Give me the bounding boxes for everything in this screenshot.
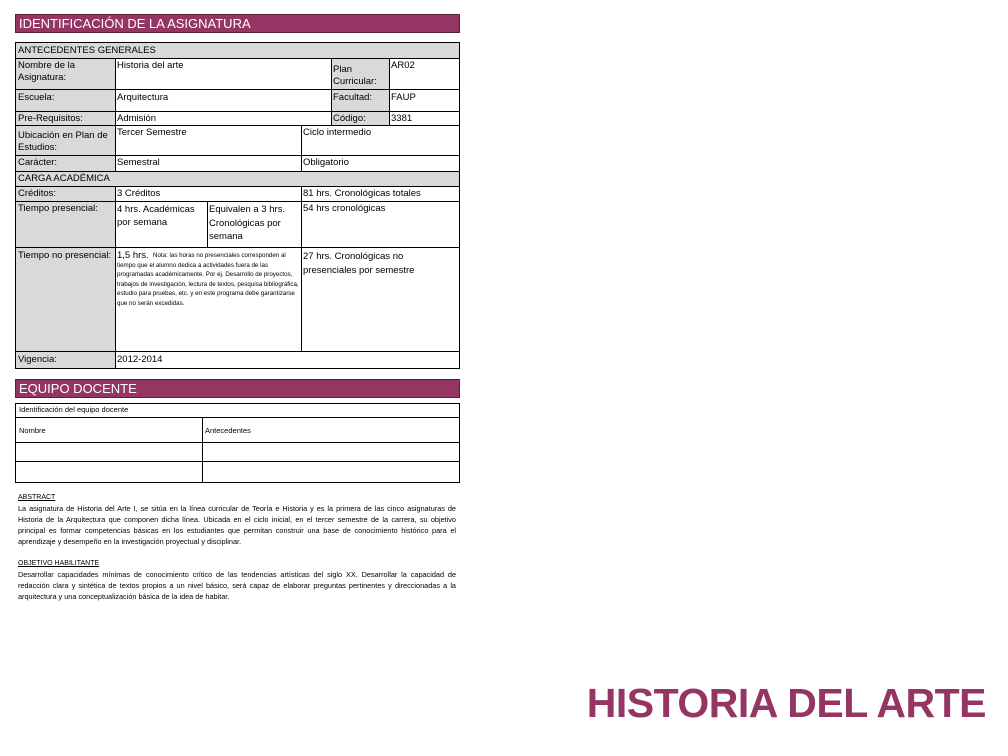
col-antecedentes: Antecedentes: [205, 426, 251, 435]
nombre-label: Nombre de la Asignatura:: [18, 60, 76, 83]
vigencia-label: Vigencia:: [18, 354, 57, 365]
ubicacion-label: Ubicación en Plan de Estudios:: [18, 130, 108, 153]
carga-header: CARGA ACADÉMICA: [18, 173, 110, 184]
objetivo-title: OBJETIVO HABILITANTE: [18, 560, 100, 567]
no-presencial-total: 27 hrs. Cronológicas no presenciales por semestre: [303, 251, 415, 276]
presencial-value: 4 hrs. Académicas por semana: [117, 204, 195, 228]
prereq-value: Admisión: [117, 113, 157, 124]
equivalen-value: Equivalen a 3 hrs. Cronológicas por semana: [209, 204, 286, 242]
ciclo-value: Ciclo intermedio: [303, 127, 372, 138]
facultad-label: Facultad:: [333, 92, 373, 103]
big-title: HISTORIA DEL ARTE: [586, 680, 986, 726]
objetivo-text: Desarrollar capacidades mínimas de conocimiento crítico de las tendencias artísticas del siglo XX. Desarrollar la capacidad de redacción clara y sintética de textos propios a un nivel básico, será capaz de elaborar preguntas pertinentes y direccionadas a la arquitectura y una conceptualización básica de la idea de habitar.: [18, 570, 456, 601]
equipo-table: [15, 403, 460, 483]
abstract-title: ABSTRACT: [18, 494, 56, 501]
ubicacion-value: Tercer Semestre: [117, 127, 187, 138]
no-presencial-label: Tiempo no presencial:: [18, 250, 112, 261]
presencial-label: Tiempo presencial:: [18, 203, 98, 214]
caracter-value: Semestral: [117, 157, 160, 168]
creditos-value: 3 Créditos: [117, 188, 161, 199]
facultad-value: FAUP: [391, 92, 416, 103]
escuela-value: Arquitectura: [117, 92, 169, 103]
section-identificacion: IDENTIFICACIÓN DE LA ASIGNATURA: [15, 14, 460, 33]
plan-label: Plan Curricular:: [333, 64, 377, 87]
plan-value: AR02: [391, 60, 415, 71]
prereq-label: Pre-Requisitos:: [18, 113, 83, 124]
antecedentes-header: ANTECEDENTES GENERALES: [18, 45, 156, 56]
totales-value: 81 hrs. Cronológicas totales: [303, 188, 421, 199]
equipo-header: Identificación del equipo docente: [19, 405, 129, 414]
caracter-label: Carácter:: [18, 157, 58, 168]
vigencia-value: 2012-2014: [117, 354, 163, 365]
nombre-value: Historia del arte: [117, 60, 184, 71]
codigo-value: 3381: [391, 113, 413, 124]
codigo-label: Código:: [333, 113, 366, 124]
creditos-label: Créditos:: [18, 188, 57, 199]
section-equipo: EQUIPO DOCENTE: [15, 379, 460, 398]
no-presencial-value: 1,5 hrs.: [117, 250, 149, 261]
obligatorio-value: Obligatorio: [303, 157, 349, 168]
presencial-total: 54 hrs cronológicas: [303, 203, 386, 214]
no-presencial-nota: Nota: las horas no presenciales corresponden al tiempo que el alumno dedica a actividades fuera de las programadas académicamente. Por ej. Desarrollo de proyectos, trabajos de investigación, lectura de textos, pesquisa bibliográfica, estudio para pruebas, etc. y en este programa debe garantizarse que no serán excedidas.: [117, 252, 299, 307]
escuela-label: Escuela:: [18, 92, 55, 103]
abstract-text: La asignatura de Historia del Arte I, se sitúa en la línea curricular de Teoría e Historia y es la primera de las cinco asignaturas de Historia de la Arquitectura que componen dicha línea. Ubicada en el ciclo inicial, en el tercer semestre de la carrera, su objetivo principal es formar competencias básicas en los estudiantes que permitan construir una base de conocimiento histórico para el aprendizaje y desempeño en la investigación proyectual y disciplinar.: [18, 504, 456, 546]
col-nombre: Nombre: [19, 426, 46, 435]
